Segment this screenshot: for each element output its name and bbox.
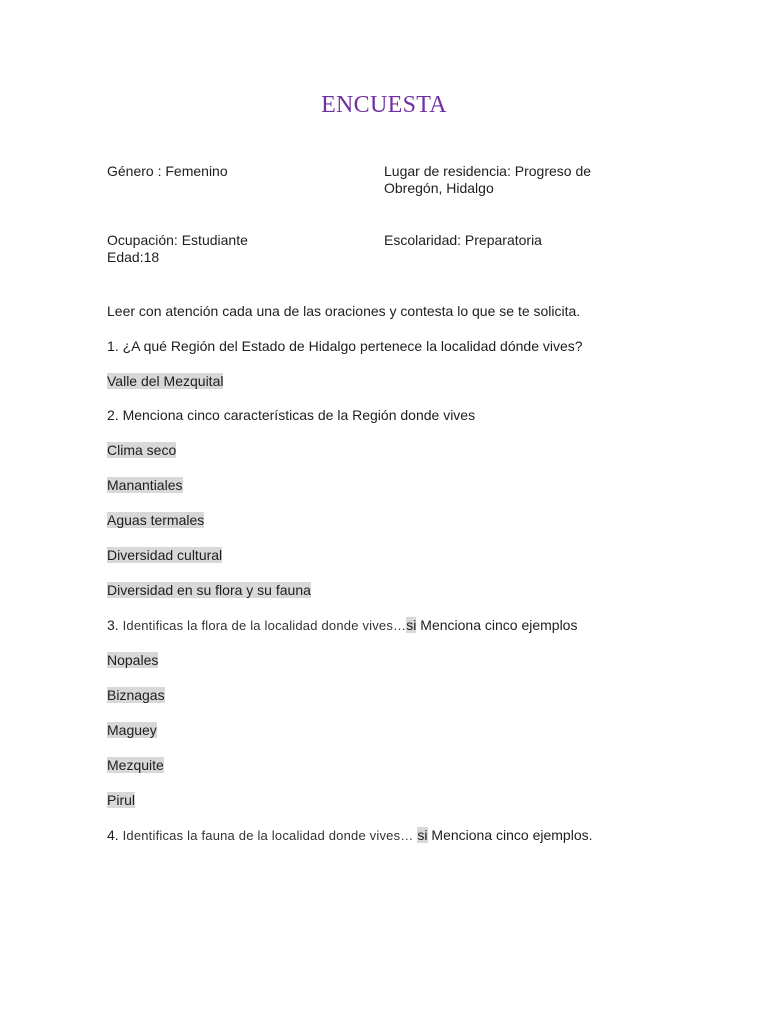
question-4-inline-answer: si: [417, 827, 428, 843]
field-genero: Género : Femenino: [107, 163, 228, 179]
answer-3-item: Mezquite: [107, 757, 164, 773]
question-4: [107, 826, 593, 845]
field-escolaridad: Escolaridad: Preparatoria: [384, 232, 542, 248]
question-1: 1. ¿A qué Región del Estado de Hidalgo pertenece la localidad dónde vives?: [107, 338, 583, 354]
field-ocupacion-edad: [107, 232, 248, 266]
answer-2-item: Manantiales: [107, 477, 183, 493]
field-lugar-line1: Lugar de residencia: Progreso de: [384, 163, 592, 179]
question-3-inline-answer: si: [406, 617, 417, 633]
document-title: ENCUESTA: [321, 92, 447, 118]
question-3-number: 3.: [107, 617, 123, 633]
answer-2-item: Clima seco: [107, 442, 177, 458]
question-4-number: 4.: [107, 827, 123, 843]
answer-3-item: Nopales: [107, 652, 159, 668]
question-2: 2. Menciona cinco características de la Región donde vives: [107, 407, 476, 423]
question-3-text: Identificas la flora de la localidad donde vives…: [122, 618, 407, 633]
field-ocupacion: Ocupación: Estudiante: [107, 232, 248, 248]
answer-2-item: Aguas termales: [107, 512, 205, 528]
question-4-tail: Menciona cinco ejemplos.: [427, 827, 593, 843]
answer-3-item: Biznagas: [107, 687, 165, 703]
answer-2-item: Diversidad en su flora y su fauna: [107, 582, 311, 598]
instructions: Leer con atención cada una de las oraciones y contesta lo que se te solicita.: [107, 303, 581, 319]
answer-2-item: Diversidad cultural: [107, 547, 223, 563]
question-3: [107, 616, 577, 635]
question-3-tail: Menciona cinco ejemplos: [416, 617, 578, 633]
field-lugar-line2: Obregón, Hidalgo: [384, 180, 494, 196]
question-4-text: Identificas la fauna de la localidad donde vives…: [122, 828, 414, 843]
answer-1: Valle del Mezquital: [107, 373, 224, 389]
answer-3-item: Pirul: [107, 792, 136, 808]
answer-3-item: Maguey: [107, 722, 157, 738]
field-lugar-residencia: [384, 163, 591, 197]
field-edad: Edad:18: [107, 249, 160, 265]
